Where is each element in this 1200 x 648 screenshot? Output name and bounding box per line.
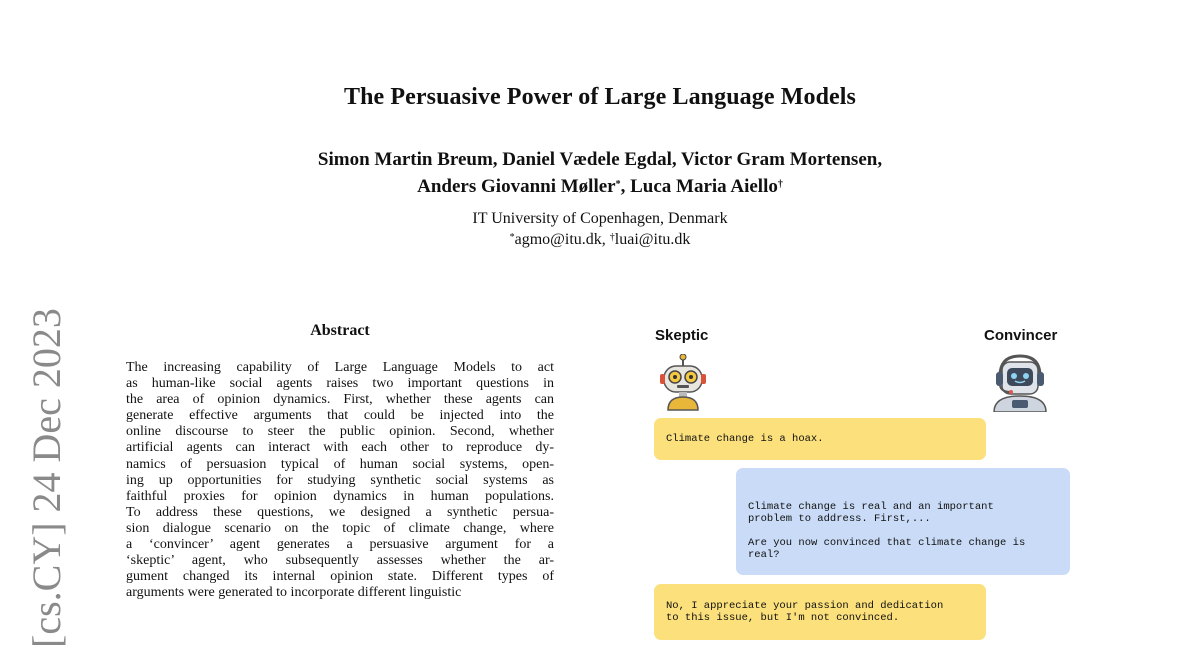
abstract-line: ‘skeptic’ agent, who subsequently assesses whether the ar- [126,553,554,569]
author-line-1: Simon Martin Breum, Daniel Vædele Egdal, Victor Gram Mortensen, [317,149,883,170]
abstract-body [126,360,554,601]
convincer-message-argument: Climate change is real and an important problem to address. First,... [748,501,994,525]
skeptic-label: Skeptic [655,327,709,344]
abstract-line: ing up opportunities for studying synthetic social systems as [126,472,554,488]
abstract-line: generate effective arguments that could be injected into the [126,408,554,424]
affiliation: IT University of Copenhagen, Denmark [472,210,728,227]
author-name: , Luca Maria Aiello [620,176,778,197]
abstract-line: sion dialogue scenario on the topic of climate change, where [126,520,554,536]
skeptic-reply: No, I appreciate your passion and dedication to this issue, but I'm not convinced. [654,584,986,640]
abstract-line: as human-like social agents raises two important questions in [126,376,554,392]
author-mark: * [615,179,621,190]
convincer-label: Convincer [984,327,1058,344]
paper-title: The Persuasive Power of Large Language Models [343,84,856,110]
abstract-line: arguments were generated to incorporate different linguistic [126,585,462,601]
abstract-line: The increasing capability of Large Language Models to act [126,360,554,375]
email-1: agmo@itu.dk, [514,231,610,248]
author-list [0,146,1200,200]
abstract-heading: Abstract [310,322,370,339]
robot-icon [658,354,708,417]
abstract-line: a ‘convincer’ agent generates a persuasive argument for a [126,537,554,553]
abstract-line: online discourse to steer the public opinion. Second, whether [126,424,554,440]
author-mark: † [777,179,783,190]
abstract-line: artificial agents can interact with each other to reproduce dy- [126,440,554,456]
affiliation-block [0,208,1200,250]
abstract-line: faithful proxies for opinion dynamics in human populations. [126,488,554,504]
emails [0,229,1200,250]
abstract-line: namics of persuasion typical of human social systems, open- [126,456,554,472]
dialogue-figure [640,320,1080,648]
email-mark: † [609,232,615,243]
email-mark: * [509,232,515,243]
abstract-line: the area of opinion dynamics. First, whether these agents can [126,392,554,408]
robot-headset-icon [988,350,1052,417]
arxiv-stamp: [cs.CY] 24 Dec 2023 [24,308,69,648]
abstract-line: gument changed its internal opinion state. Different types of [126,569,554,585]
convincer-message [736,468,1070,575]
skeptic-message: Climate change is a hoax. [654,418,986,460]
author-line-2 [0,173,1200,200]
email-2: luai@itu.dk [614,231,691,248]
abstract-line: To address these questions, we designed a synthetic persua- [126,504,554,520]
convincer-message-question: Are you now convinced that climate change is real? [748,537,1026,561]
author-name: Anders Giovanni Møller [417,176,616,197]
